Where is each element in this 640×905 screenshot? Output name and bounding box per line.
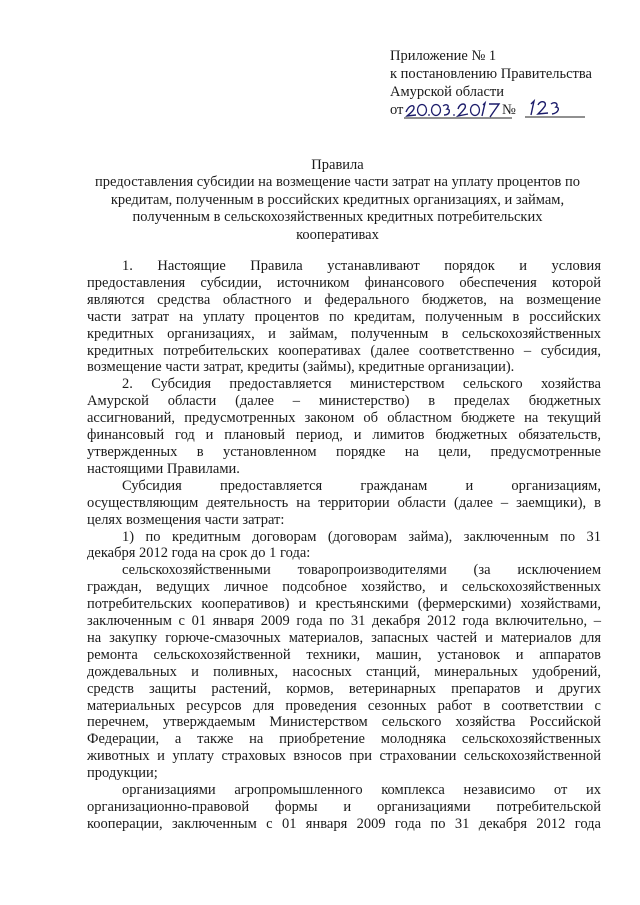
paragraph-line: продукции;: [87, 765, 158, 782]
paragraph-5: [87, 562, 601, 782]
handwritten-number-signature: [525, 94, 605, 120]
paragraph-line: потребительских кооперативов) и крестьянскими (фермерскими) хозяйствами,: [87, 596, 601, 613]
paragraph-line: животных и уплату страховых взносов при страховании сельскохозяйственной: [87, 748, 601, 765]
paragraph-line: 1) по кредитным договорам (договорам займа), заключенным по 31: [122, 528, 601, 545]
paragraph-line: ассигнований, предусмотренных законом об областном бюджете на текущий: [87, 410, 601, 427]
paragraph-line: декабря 2012 года на срок до 1 года:: [87, 545, 311, 562]
paragraph-3: [87, 478, 601, 529]
paragraph-line: настоящими Правилами.: [87, 460, 240, 477]
paragraph-line: являются средства областного и федерального бюджетов, на возмещение: [87, 291, 601, 308]
appendix-decree-ref: к постановлению Правительства: [390, 66, 592, 82]
paragraph-line: Федерации, а также на приобретение молодняка сельскохозяйственных: [87, 731, 601, 748]
paragraph-line: ремонта сельскохозяйственной техники, машин, установок и аппаратов: [87, 646, 601, 663]
paragraph-6: [87, 782, 601, 833]
paragraph-line: 1. Настоящие Правила устанавливают порядок и условия: [122, 258, 601, 274]
paragraph-line: организациями агропромышленного комплекса независимо от их: [122, 782, 601, 799]
paragraph-line: средств защиты растений, кормов, ветеринарных препаратов и других: [87, 680, 601, 697]
appendix-date-number-line: [390, 101, 630, 123]
paragraph-line: финансовый год и плановый период, и лимитов бюджетных обязательств,: [87, 427, 601, 444]
paragraph-line: заключенным с 01 января 2009 года по 31 декабря 2012 года включительно, –: [87, 613, 601, 630]
paragraph-line: организационно-правовой формы и организациями потребительской: [87, 799, 601, 815]
document-title: [80, 157, 595, 244]
document-body: [87, 258, 601, 833]
paragraph-line: кредитных организациях, и займам, полученным в сельскохозяйственных: [87, 325, 601, 342]
paragraph-line: части затрат на уплату процентов по кредитам, полученным в российских: [87, 308, 601, 325]
paragraph-line: Амурской области (далее – министерство) в пределах бюджетных: [87, 393, 601, 410]
paragraph-line: 2. Субсидия предоставляется министерством сельского хозяйства: [122, 376, 601, 393]
paragraph-line: граждан, ведущих личное подсобное хозяйство, и сельскохозяйственных: [87, 579, 601, 596]
paragraph-line: перечнем, утверждаемым Министерством сельского хозяйства Российской: [87, 714, 601, 731]
paragraph-line: Субсидия предоставляется гражданам и организациям,: [122, 477, 601, 494]
paragraph-line: возмещение части затрат, кредиты (займы), кредитные организации).: [87, 359, 515, 376]
title-line-4: полученным в сельскохозяйственных кредитных потребительских: [132, 209, 543, 226]
paragraph-4: [87, 529, 601, 563]
title-line-5: кооперативах: [296, 226, 379, 243]
appendix-header: [390, 47, 630, 123]
date-prefix: от: [390, 102, 404, 118]
paragraph-1: [87, 258, 601, 376]
title-line-3: кредитам, полученным в российских кредитных организациях, и займам,: [110, 191, 565, 208]
paragraph-line: материальных ресурсов для проведения сезонных работ в соответствии с: [87, 697, 601, 714]
paragraph-line: утвержденных в установленном порядке на цели, предусмотренные: [87, 443, 601, 460]
paragraph-2: [87, 376, 601, 477]
title-main: Правила: [311, 157, 364, 173]
appendix-title: Приложение № 1: [390, 48, 497, 64]
paragraph-line: кредитных потребительских кооперативах (далее соответственно – субсидия,: [87, 342, 601, 359]
paragraph-line: дождевальных и поливных, насосных станций, минеральных удобрений,: [87, 663, 601, 680]
handwritten-date-signature: [404, 95, 516, 121]
title-line-2: предоставления субсидии на возмещение части затрат на уплату процентов по: [95, 174, 580, 191]
paragraph-line: осуществляющим деятельность на территории области (далее – заемщики), в: [87, 494, 601, 511]
paragraph-line: сельскохозяйственными товаропроизводителями (за исключением: [122, 562, 601, 579]
paragraph-line: кооперации, заключенным с 01 января 2009 года по 31 декабря 2012 года: [87, 815, 601, 832]
paragraph-line: на закупку горюче-смазочных материалов, запасных частей и материалов для: [87, 629, 601, 646]
appendix-region: Амурской области: [390, 84, 504, 100]
paragraph-line: предоставления субсидии, источником финансового обеспечения которой: [87, 274, 601, 291]
number-prefix: №: [502, 102, 516, 118]
paragraph-line: целях возмещения части затрат:: [87, 511, 285, 528]
